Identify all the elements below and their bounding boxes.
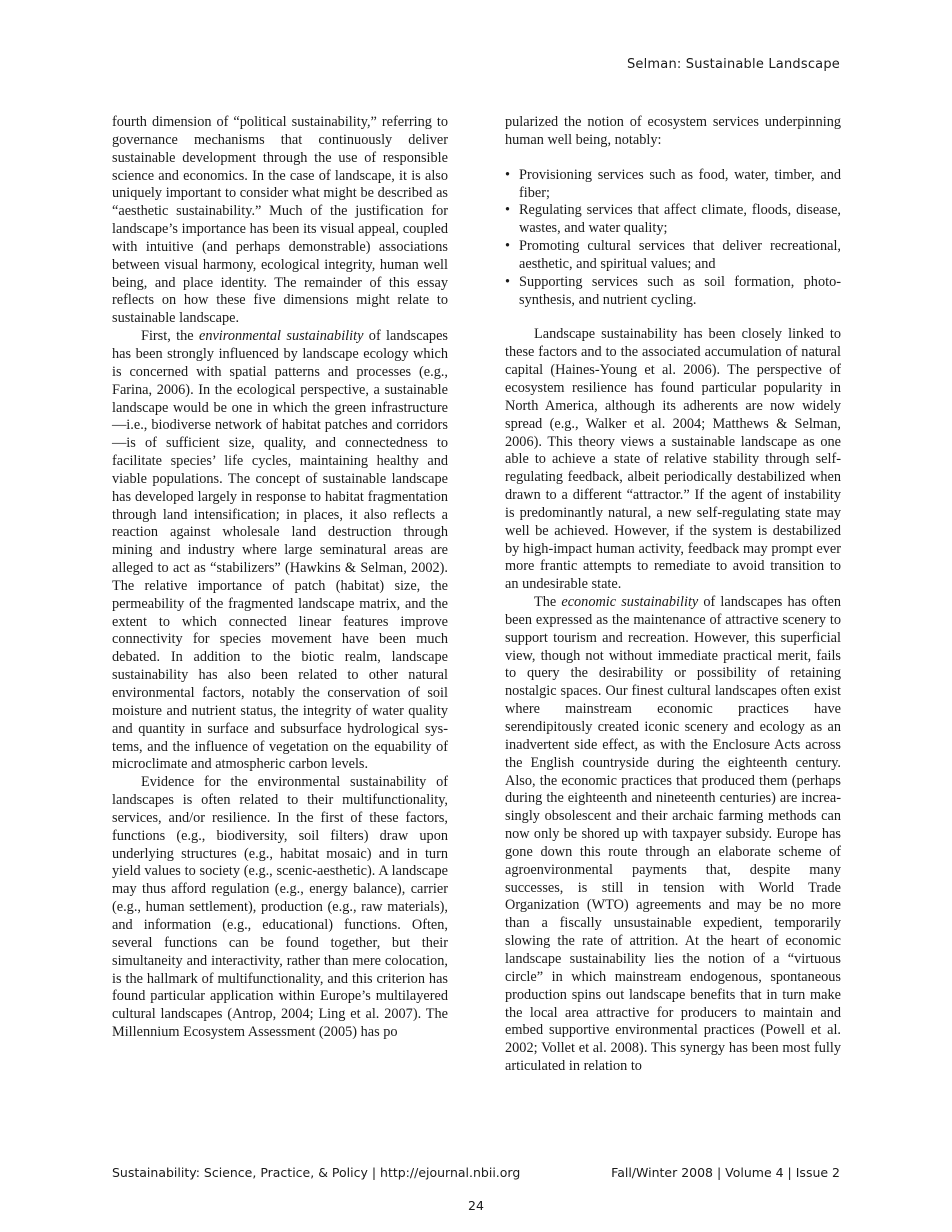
running-header-title: Selman: Sustainable Landscape	[626, 57, 840, 72]
page-number: 24	[468, 1198, 484, 1213]
right-column	[505, 114, 841, 1076]
left-column	[112, 114, 448, 1042]
list-item-provisioning: • Provisioning services such as food, water, timber, and fiber;	[505, 167, 841, 203]
paragraph-lead: First, the	[141, 328, 199, 345]
paragraph-economic-sustainability	[505, 594, 841, 1076]
italic-term-environmental-sustainability: environmental sustainability	[198, 328, 364, 345]
paragraph-evidence-multifunctionality: Evidence for the environmental sustainability of landscapes is often related to their multifunctionality, services, and/or resilience. In the first of these factors, functions (e.g., biodiversity, soil filters) draw upon underlying structures (e.g., habitat mosaic) and in turn yield values to society (e.g., scenic-aesthetic). A landscape may thus afford regulation (e.g., energy balance), carrier (e.g., human settlement), production (e.g., raw materials), and information (e.g., educational) functions. Often, several functions can be found together, but their simultaneity and interactivity, rather than mere colocation, is the hallmark of multifunctionality, and this criterion has found particular application within Europe’s multilayered cultural landscapes (Antrop, 2004; Ling et al. 2007). The Millennium Ecosystem Assessment (2005) has po	[112, 774, 448, 1041]
list-item-supporting: • Supporting services such as soil formation, photosynthesis, and nutrient cycling.	[505, 274, 841, 310]
footer-journal-info: Sustainability: Science, Practice, & Policy | http://ejournal.nbii.org	[112, 1165, 521, 1180]
paragraph-body: of landscapes has often been expressed as the maintenance of attractive scenery to support tourism and recreation. However, this superficial view, though not without immediate practical merit, fails to query the desirability or possibility of retaining nostalgic spaces. Our finest cultural landscapes often exist where mainstream economic practices have serendipitously created iconic scenery and ecology as an inadvertent side effect, as with the Enclosure Acts across the English countryside during the eighteenth century. Also, the economic practices that produced them (perhaps during the eighteenth and nineteenth centuries) are increasingly obsolescent and their archaic farming methods can now only be shored up with taxpayer subsidy. Europe has gone down this route through an elaborate scheme of agroenvironmental payments that, despite many successes, is still in tension with World Trade Organization (WTO) agreements and may be no more than a fiscally unsustainable expedient, temporarily slowing the rate of attrition. At the heart of economic landscape sustainability lies the notion of a “virtuous circle” in which mainstream endogenous, spontaneous production spins out landscape benefits that in turn make the local area attractive for producers to maintain and embed supportive environmental practices (Powell et al. 2002; Vollet et al. 2008). This synergy has been most fully articulated in relation to	[505, 594, 841, 1075]
paragraph-environmental-sustainability	[112, 328, 448, 774]
paragraph-body: of landscapes has been strongly influenced by landscape ecology which is concerned with spatial patterns and processes (e.g., Farina, 2006). In the ecological perspective, a sustainable landscape would be one in which the green infrastructure—i.e., biodiverse network of habitat patches and corridors—is of sufficient size, quality, and connectedness to facilitate species’ life cycles, maintaining healthy and viable populations. The concept of sustainable landscape has developed largely in response to habitat fragmentation through land intensification; in places, it also reflects a reaction against wholesale land destruction through mining and industry where large seminatural areas are alleged to act as “stabilizers” (Hawkins & Selman, 2002). The relative importance of patch (habitat) size, the permeability of the fragmented landscape matrix, and the extent to which connected linear features improve connectivity for species movement have been much debated. In addition to the biotic realm, landscape sustainability has also been related to other natural environmental factors, notably the conservation of soil moisture and nutrient status, the integrity of water quality and quantity in surface and subsurface hydrological systems, and the influence of vegetation on the equability of microclimate and atmospheric carbon levels.	[112, 328, 448, 773]
paragraph-lead: The	[534, 594, 562, 611]
list-item-regulating: • Regulating services that affect climate, floods, disease, wastes, and water quality;	[505, 202, 841, 238]
ecosystem-services-list	[505, 167, 841, 310]
italic-term-economic-sustainability: economic sustainability	[561, 594, 699, 611]
paragraph-political-aesthetic: fourth dimension of “political sustainability,” referring to governance mechanisms that continuously deliver sustainable development through the use of responsible science and economics. In the case of landscape, it is also uniquely important to consider what might be described as “aesthetic sustainability.” Much of the justification for landscape’s importance has been its visual appeal, coupled with intuitive (and perhaps demonstrable) associations between visual harmony, ecological integrity, human well being, and place identity. The remainder of this essay reflects on how these five dimensions might relate to sustainable landscape.	[112, 114, 448, 327]
paragraph-landscape-resilience: Landscape sustainability has been closely linked to these factors and to the associated accumulation of natural capital (Haines-Young et al. 2006). The perspective of ecosystem resilience has found particular popularity in North America, although its adherents are now widely spread (e.g., Walker et al. 2004; Matthews & Selman, 2006). This theory views a sustainable landscape as one able to achieve a state of relative stability through self-regulating feedback, albeit periodically destabilized when drawn to a different “attractor.” If the agent of instability is predominantly natural, a new self-regulating state may well be achieved. However, if the system is destabilized by high-impact human activity, feedback may prompt ever more frantic attempts to remediate to avoid transition to an undesirable state.	[505, 326, 841, 593]
paragraph-ecosystem-services-intro: pularized the notion of ecosystem services underpinning human well being, notably:	[505, 114, 841, 148]
footer-issue-info: Fall/Winter 2008 | Volume 4 | Issue 2	[611, 1165, 840, 1180]
list-item-cultural: • Promoting cultural services that deliver recreational, aesthetic, and spiritual values; and	[505, 238, 841, 274]
